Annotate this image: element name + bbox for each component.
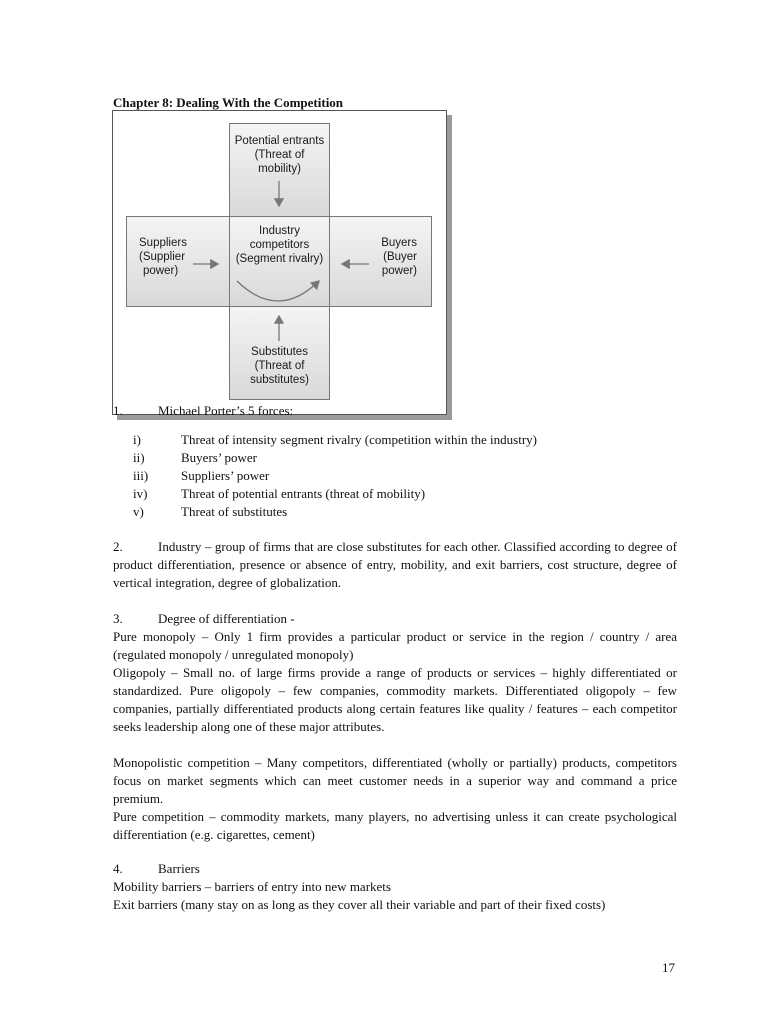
- section3-heading: [113, 610, 295, 628]
- figure-label: (Threat of: [254, 149, 305, 161]
- figure-label: competitors: [249, 239, 310, 251]
- section2-number: 2.: [113, 539, 123, 554]
- mobility-barriers-paragraph: Mobility barriers – barriers of entry into new markets: [113, 879, 391, 894]
- figure-label: (Supplier: [139, 251, 186, 263]
- figure-label: (Buyer: [383, 251, 417, 263]
- section2-text: Industry – group of firms that are close substitutes for each other. Classified according to degree of product differentiation, presence or absence of entry, mobility, and exit barriers, cost structure, degree of vertical integration, degree of globalization.: [113, 539, 677, 590]
- monopolistic-competition-paragraph: Monopolistic competition – Many competitors, differentiated (wholly or partially) products, competitors focus on market segments which can meet customer needs in a superior way and command a price premium.: [113, 755, 677, 806]
- page-number: 17: [662, 960, 675, 975]
- figure-label: (Threat of: [254, 360, 305, 372]
- figure-label: Potential entrants: [234, 135, 325, 147]
- exit-barriers-paragraph: Exit barriers (many stay on as long as they cover all their variable and part of their fixed costs): [113, 897, 606, 912]
- diagram-arrows: [113, 111, 446, 414]
- forces-list: [133, 431, 537, 521]
- list-item: iii) Suppliers’ power: [133, 468, 270, 483]
- pure-competition-paragraph: Pure competition – commodity markets, many players, no advertising unless it can create psychological differentiation (e.g. cigarettes, cement): [113, 809, 677, 842]
- page-title: Chapter 8: Dealing With the Competition: [113, 95, 344, 110]
- figure-label: power): [381, 265, 417, 277]
- oligopoly-paragraph: Oligopoly – Small no. of large firms provide a range of products or services – highly differentiated or standardized. Pure oligopoly – few companies, commodity markets. Differentiated oligopoly – few companies, partially differentiated products along certain features like quality / features – each competitor seeks leadership along one of these major attributes.: [113, 665, 677, 734]
- list-item: v) Threat of substitutes: [133, 504, 288, 519]
- section4-number: 4.: [113, 861, 123, 876]
- section1-heading: [113, 403, 443, 420]
- figure-label: Industry: [259, 225, 300, 237]
- figure-label: Suppliers: [139, 237, 187, 249]
- figure-label: mobility): [258, 163, 301, 175]
- figure-label: power): [143, 265, 179, 277]
- section4-heading-text: Barriers: [158, 861, 200, 876]
- pure-monopoly-paragraph: Pure monopoly – Only 1 firm provides a particular product or service in the region / country / area (regulated monopoly / unregulated monopoly): [113, 629, 677, 662]
- list-item: i) Threat of intensity segment rivalry (competition within the industry): [133, 432, 537, 447]
- list-item: iv) Threat of potential entrants (threat of mobility): [133, 486, 426, 501]
- section3-number: 3.: [113, 611, 123, 626]
- section2-paragraph: [113, 538, 677, 592]
- section1-heading-text: Michael Porter’s 5 forces:: [158, 403, 294, 418]
- section1-number: 1.: [113, 403, 123, 418]
- section3-heading-text: Degree of differentiation -: [158, 611, 295, 626]
- figure-label: substitutes): [250, 374, 309, 386]
- section4-heading: [113, 860, 200, 878]
- figure-label: Buyers: [381, 237, 417, 249]
- list-item: ii) Buyers’ power: [133, 450, 257, 465]
- rivalry-arrow: [237, 281, 319, 301]
- porter-five-forces-diagram: [112, 110, 447, 415]
- figure-label: Substitutes: [251, 346, 308, 358]
- figure-label: (Segment rivalry): [235, 253, 324, 265]
